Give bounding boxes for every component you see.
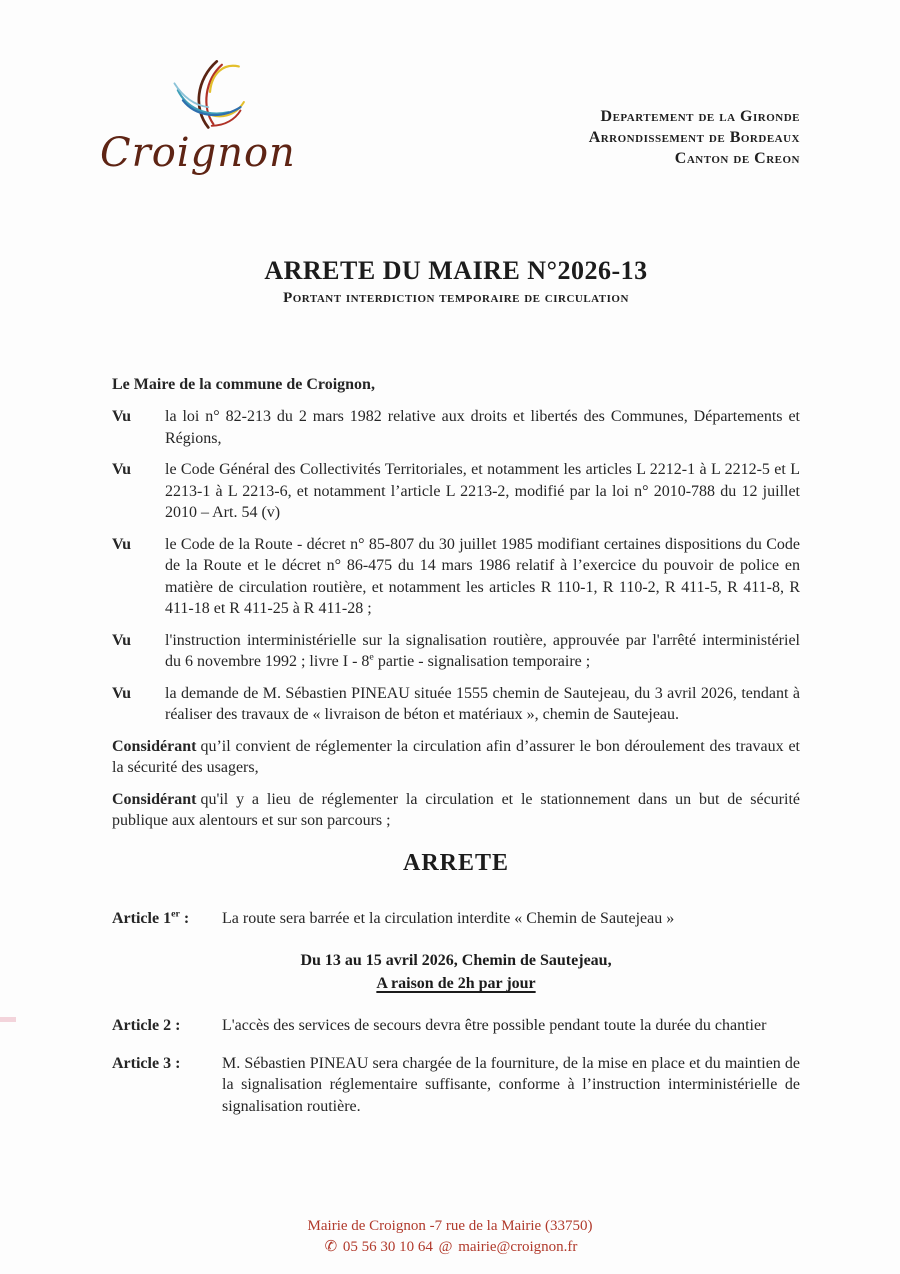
article-text: L'accès des services de secours devra être possible pendant toute la durée du chantier (222, 1017, 767, 1034)
considerant-label: Considérant (112, 790, 197, 808)
article-3 (112, 1053, 800, 1118)
considerant-2 (112, 789, 800, 832)
vu-label: Vu (112, 461, 131, 478)
phone-icon: ✆ (324, 1239, 338, 1255)
footer-contact (0, 1237, 900, 1258)
logo-wordmark: Croignon (100, 130, 296, 176)
schedule-duration: A raison de 2h par jour (376, 975, 536, 992)
vu-label: Vu (112, 408, 131, 425)
commune-emblem-icon (162, 58, 258, 130)
considerant-text: qu’il convient de réglementer la circulation afin d’assurer le bon déroulement des travaux et la sécurité des usagers, (112, 737, 800, 776)
title-block (112, 255, 800, 308)
vu-item-3 (112, 534, 800, 620)
article-text: M. Sébastien PINEAU sera chargée de la fourniture, de la mise en place et du maintien de la signalisation réglementaire suffisante, conforme à l’instruction interministérielle de signalisation routière. (222, 1054, 800, 1115)
administrative-header (589, 106, 800, 169)
vu-label: Vu (112, 631, 131, 649)
decree-title: ARRETE DU MAIRE N°2026-13 (264, 256, 648, 285)
considerant-label: Considérant (112, 737, 197, 755)
department-line: Departement de la Gironde (600, 108, 800, 125)
article-text: La route sera barrée et la circulation interdite « Chemin de Sautejeau » (222, 909, 675, 927)
arrondissement-line: Arrondissement de Bordeaux (588, 129, 800, 146)
footer-address: Mairie de Croignon -7 rue de la Mairie (33750) (307, 1218, 593, 1234)
vu-text: l'instruction interministérielle sur la signalisation routière, approuvée par l'arrêté interministériel du 6 novembre 1992 ; livre I - 8e partie - signalisation temporaire ; (165, 631, 800, 670)
considerant-1 (112, 736, 800, 779)
article-label: Article 1er : (112, 908, 190, 927)
canton-line: Canton de Creon (674, 150, 800, 167)
decree-subtitle: Portant interdiction temporaire de circulation (283, 290, 629, 306)
document-body (112, 255, 800, 1117)
vu-item-1 (112, 406, 800, 449)
vu-text: la demande de M. Sébastien PINEAU située 1555 chemin de Sautejeau, du 3 avril 2026, tendant à réaliser des travaux de « livraison de béton et matériaux », chemin de Sautejeau. (165, 684, 800, 723)
vu-label: Vu (112, 535, 131, 553)
scan-artifact (0, 1017, 16, 1022)
vu-text: le Code Général des Collectivités Territoriales, et notamment les articles L 2212-1 à L 2212-5 et L 2213-1 à L 2213-6, et notamment l’article L 2213-2, modifié par la loi n° 2010-788 du 12 juillet 2010 – Art. 54 (v) (165, 461, 800, 521)
vu-item-4 (112, 630, 800, 673)
footer-phone: 05 56 30 10 64 (342, 1239, 433, 1255)
vu-text: le Code de la Route - décret n° 85-807 du 30 juillet 1985 modifiant certaines dispositions du Code de la Route et le décret n° 86-475 du 14 mars 1986 relatif à l’exercice du pouvoir de police en matière de circulation routière, et notamment les articles R 110-1, R 110-2, R 411-5, R 411-8, R 411-18 et R 411-25 à R 411-28 ; (165, 535, 800, 617)
at-icon: @ (438, 1239, 453, 1255)
page-footer (0, 1216, 900, 1258)
arrete-heading: ARRETE (402, 849, 510, 876)
vu-item-2 (112, 459, 800, 524)
commune-logo (100, 58, 320, 176)
schedule-dates: Du 13 au 15 avril 2026, Chemin de Sautejeau, (300, 952, 612, 969)
considerant-text: qu'il y a lieu de réglementer la circulation et le stationnement dans un but de sécurité publique aux alentours et sur son parcours ; (112, 790, 800, 829)
footer-email: mairie@croignon.fr (458, 1239, 578, 1255)
intro-line: Le Maire de la commune de Croignon, (112, 376, 375, 393)
vu-label: Vu (112, 684, 131, 702)
article-label: Article 2 : (112, 1017, 181, 1034)
schedule-block (112, 949, 800, 995)
article-1 (112, 908, 800, 930)
article-2 (112, 1015, 800, 1037)
vu-text: la loi n° 82-213 du 2 mars 1982 relative aux droits et libertés des Communes, Départements et Régions, (165, 408, 800, 447)
vu-item-5 (112, 683, 800, 726)
article-label: Article 3 : (112, 1054, 181, 1072)
